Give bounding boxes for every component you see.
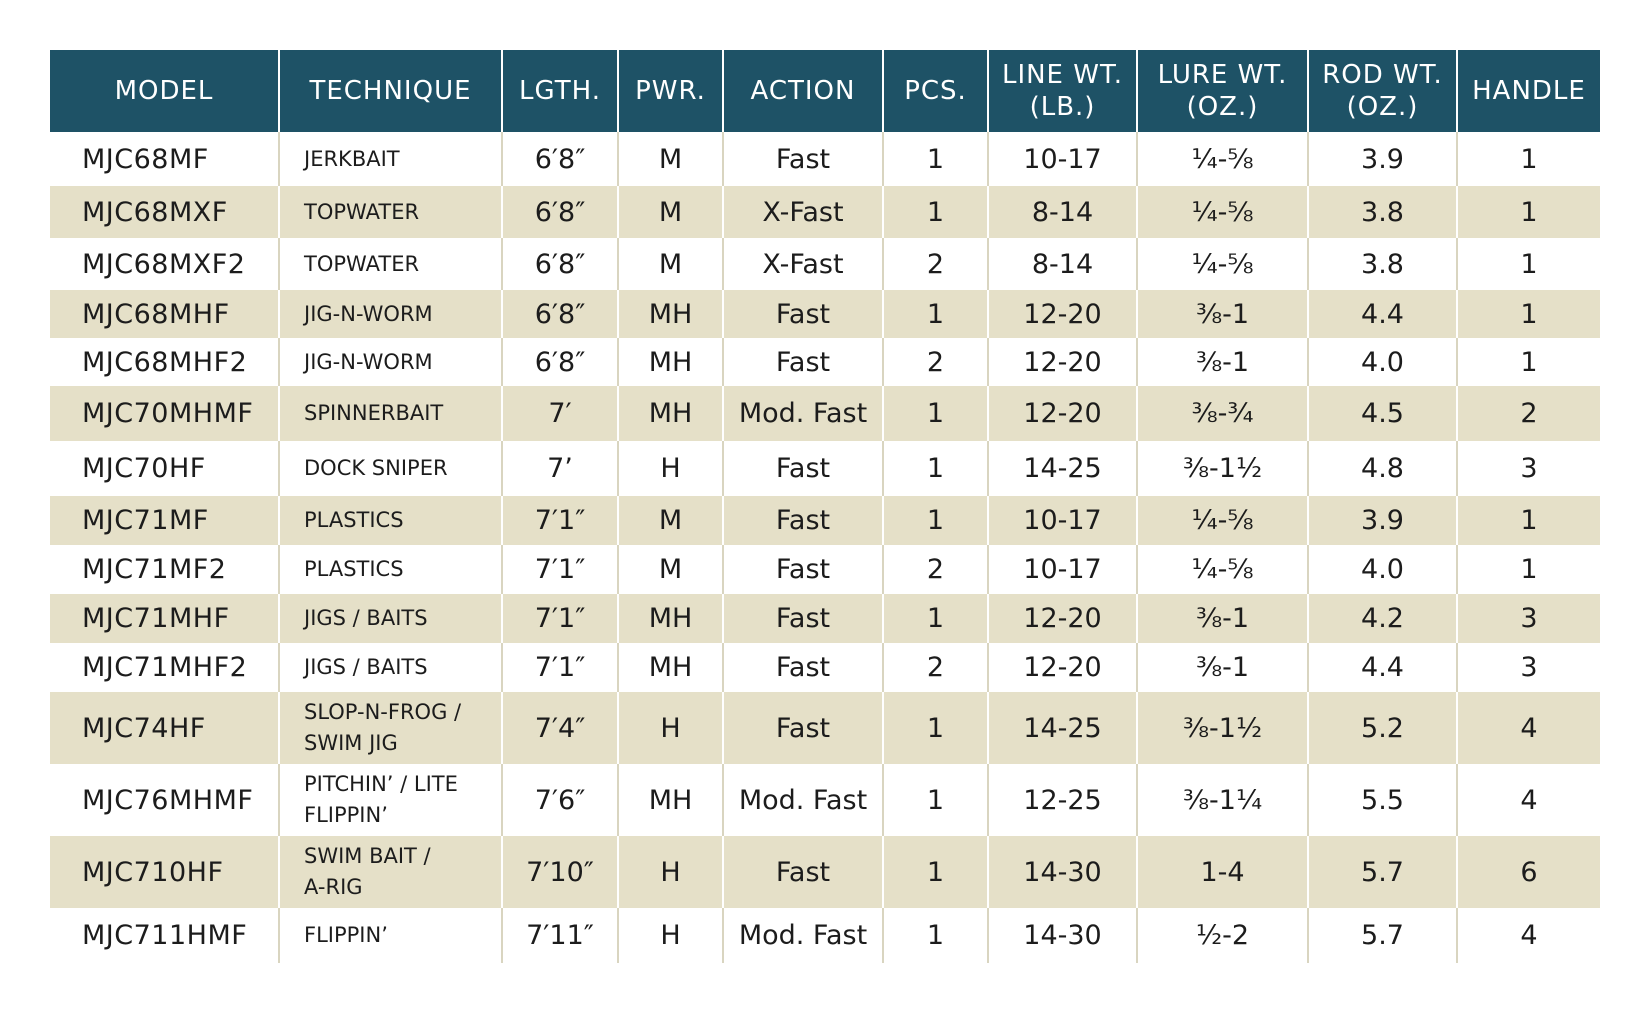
- cell-pieces: 1: [883, 836, 988, 908]
- cell-rod-wt: 5.7: [1308, 908, 1457, 963]
- cell-lure-wt: ⅜-1: [1137, 290, 1308, 338]
- cell-lure-wt: ¼-⅝: [1137, 186, 1308, 238]
- header-row: [50, 50, 1600, 132]
- rod-spec-table: [50, 50, 1600, 963]
- table-row: [50, 496, 1600, 545]
- cell-handle: 4: [1457, 764, 1600, 836]
- cell-rod-wt: 4.4: [1308, 643, 1457, 692]
- cell-lure-wt: ¼-⅝: [1137, 132, 1308, 186]
- cell-power: MH: [618, 594, 723, 643]
- cell-pieces: 2: [883, 545, 988, 594]
- cell-technique: [279, 186, 502, 238]
- cell-model: MJC71MF2: [82, 554, 227, 585]
- table-row: [50, 290, 1600, 338]
- cell-action: Mod. Fast: [723, 764, 883, 836]
- table-row: [50, 238, 1600, 290]
- cell-rod-wt: 4.5: [1308, 386, 1457, 441]
- cell-pieces: 2: [883, 643, 988, 692]
- cell-pieces: 1: [883, 386, 988, 441]
- cell-action: Fast: [723, 692, 883, 764]
- cell-power: MH: [618, 386, 723, 441]
- header-line-weight-label: LINE WT.: [1001, 60, 1124, 90]
- cell-pieces: 2: [883, 238, 988, 290]
- cell-length: 7′1″: [502, 545, 618, 594]
- cell-action: Fast: [723, 545, 883, 594]
- technique-line-1: SWIM BAIT /: [304, 844, 431, 868]
- cell-model: MJC68MHF2: [82, 346, 248, 378]
- cell-line-wt: 12-20: [988, 290, 1137, 338]
- cell-power: MH: [618, 338, 723, 386]
- table-row: [50, 643, 1600, 692]
- cell-power: M: [618, 238, 723, 290]
- cell-rod-wt: 4.2: [1308, 594, 1457, 643]
- cell-length: 6′8″: [502, 338, 618, 386]
- cell-line-wt: 10-17: [988, 132, 1137, 186]
- cell-length: 7′: [502, 386, 618, 441]
- cell-pieces: 1: [883, 594, 988, 643]
- technique-line-1: JIG-N-WORM: [304, 301, 433, 326]
- cell-model: MJC68MXF2: [82, 248, 246, 280]
- cell-model: MJC76MHMF: [82, 784, 254, 816]
- cell-model: MJC71MF: [50, 496, 279, 545]
- cell-length: 6′8″: [502, 290, 618, 338]
- cell-lure-wt: ⅜-1: [1137, 643, 1308, 692]
- cell-technique: [279, 545, 502, 594]
- cell-action: Fast: [723, 132, 883, 186]
- header-line-weight-unit: (LB.): [1029, 92, 1096, 122]
- cell-action: Fast: [723, 594, 883, 643]
- cell-line-wt: 12-20: [988, 594, 1137, 643]
- cell-power: MH: [618, 764, 723, 836]
- header-lure-weight-label: LURE WT.: [1157, 60, 1288, 90]
- cell-line-wt: 12-20: [988, 643, 1137, 692]
- technique-line-1: JERKBAIT: [304, 146, 400, 171]
- cell-power: H: [618, 908, 723, 963]
- cell-technique: [279, 594, 502, 643]
- cell-handle: 1: [1457, 338, 1600, 386]
- cell-pieces: 1: [883, 441, 988, 496]
- cell-length: 6′8″: [502, 132, 618, 186]
- technique-line-1: JIG-N-WORM: [304, 349, 433, 374]
- cell-technique: [279, 290, 502, 338]
- header-length: LGTH.: [502, 50, 618, 132]
- cell-length: 7′1″: [502, 643, 618, 692]
- cell-line-wt: 10-17: [988, 545, 1137, 594]
- cell-line-wt: 8-14: [988, 186, 1137, 238]
- header-handle: HANDLE: [1457, 50, 1600, 132]
- cell-length: 7′4″: [502, 692, 618, 764]
- cell-power: MH: [618, 290, 723, 338]
- cell-action: X-Fast: [723, 186, 883, 238]
- technique-line-1: TOPWATER: [304, 251, 420, 276]
- cell-model: MJC74HF: [50, 692, 279, 764]
- cell-handle: 1: [1457, 186, 1600, 238]
- cell-technique: [279, 908, 502, 963]
- cell-handle: 4: [1457, 692, 1600, 764]
- cell-handle: 2: [1457, 386, 1600, 441]
- cell-length: 6′8″: [502, 238, 618, 290]
- cell-rod-wt: 3.9: [1308, 496, 1457, 545]
- header-technique: TECHNIQUE: [279, 50, 502, 132]
- technique-line-1: PITCHIN’ / LITE: [304, 772, 458, 796]
- cell-action: Fast: [723, 441, 883, 496]
- cell-handle: 4: [1457, 908, 1600, 963]
- cell-line-wt: 12-25: [988, 764, 1137, 836]
- header-line-weight: [988, 50, 1137, 132]
- cell-handle: 3: [1457, 643, 1600, 692]
- cell-action: Fast: [723, 338, 883, 386]
- cell-line-wt: 14-25: [988, 441, 1137, 496]
- header-rod-weight-label: ROD WT.: [1322, 60, 1443, 90]
- cell-power: M: [618, 496, 723, 545]
- table-row: [50, 764, 1600, 836]
- cell-power: H: [618, 692, 723, 764]
- cell-lure-wt: ⅜-1½: [1137, 692, 1308, 764]
- cell-model: MJC71MHF: [50, 594, 279, 643]
- cell-technique: [279, 692, 502, 764]
- cell-line-wt: 14-30: [988, 836, 1137, 908]
- header-power: PWR.: [618, 50, 723, 132]
- cell-line-wt: 14-25: [988, 692, 1137, 764]
- cell-rod-wt: 4.4: [1308, 290, 1457, 338]
- cell-model: MJC711HMF: [82, 920, 248, 951]
- cell-rod-wt: 4.0: [1308, 338, 1457, 386]
- cell-handle: 1: [1457, 496, 1600, 545]
- cell-technique: [279, 836, 502, 908]
- cell-rod-wt: 3.9: [1308, 132, 1457, 186]
- table-row: [50, 132, 1600, 186]
- cell-power: MH: [618, 643, 723, 692]
- header-pieces: PCS.: [883, 50, 988, 132]
- cell-action: Mod. Fast: [723, 386, 883, 441]
- cell-power: H: [618, 836, 723, 908]
- cell-technique: [279, 132, 502, 186]
- technique-line-2: SWIM JIG: [304, 731, 398, 755]
- header-rod-weight-unit: (OZ.): [1346, 92, 1419, 122]
- header-model: MODEL: [50, 50, 279, 132]
- header-rod-weight: [1308, 50, 1457, 132]
- cell-action: Fast: [723, 290, 883, 338]
- cell-action: Fast: [723, 836, 883, 908]
- header-lure-weight: [1137, 50, 1308, 132]
- cell-handle: 3: [1457, 594, 1600, 643]
- cell-handle: 1: [1457, 238, 1600, 290]
- technique-line-1: DOCK SNIPER: [304, 456, 448, 480]
- technique-line-1: SLOP-N-FROG /: [304, 700, 462, 724]
- cell-rod-wt: 4.0: [1308, 545, 1457, 594]
- cell-length: 7′1″: [502, 594, 618, 643]
- cell-lure-wt: ⅜-1: [1137, 338, 1308, 386]
- table-row: [50, 186, 1600, 238]
- cell-handle: 6: [1457, 836, 1600, 908]
- cell-lure-wt: ⅜-1½: [1137, 441, 1308, 496]
- technique-line-1: TOPWATER: [304, 199, 420, 224]
- header-lure-weight-unit: (OZ.): [1186, 92, 1259, 122]
- cell-technique: [279, 441, 502, 496]
- technique-line-2: FLIPPIN’: [304, 803, 388, 827]
- cell-model: MJC71MHF2: [82, 652, 248, 683]
- cell-length: 6′8″: [502, 186, 618, 238]
- cell-technique: [279, 764, 502, 836]
- cell-handle: 1: [1457, 545, 1600, 594]
- cell-pieces: 1: [883, 132, 988, 186]
- table-row: [50, 545, 1600, 594]
- cell-pieces: 1: [883, 692, 988, 764]
- cell-lure-wt: ¼-⅝: [1137, 545, 1308, 594]
- cell-pieces: 1: [883, 186, 988, 238]
- cell-power: M: [618, 186, 723, 238]
- table-row: [50, 338, 1600, 386]
- cell-pieces: 2: [883, 338, 988, 386]
- cell-handle: 1: [1457, 290, 1600, 338]
- cell-pieces: 1: [883, 764, 988, 836]
- cell-handle: 3: [1457, 441, 1600, 496]
- cell-rod-wt: 4.8: [1308, 441, 1457, 496]
- table-body: [50, 132, 1600, 963]
- cell-rod-wt: 3.8: [1308, 238, 1457, 290]
- cell-line-wt: 12-20: [988, 386, 1137, 441]
- cell-lure-wt: ⅜-1¼: [1137, 764, 1308, 836]
- cell-rod-wt: 5.5: [1308, 764, 1457, 836]
- cell-handle: 1: [1457, 132, 1600, 186]
- cell-pieces: 1: [883, 290, 988, 338]
- cell-lure-wt: ⅜-¾: [1137, 386, 1308, 441]
- cell-model: MJC70MHMF: [50, 386, 279, 441]
- technique-line-2: A-RIG: [304, 875, 363, 899]
- cell-line-wt: 14-30: [988, 908, 1137, 963]
- cell-technique: [279, 643, 502, 692]
- cell-lure-wt: ½-2: [1137, 908, 1308, 963]
- table-row: [50, 386, 1600, 441]
- cell-model: MJC68MF: [82, 143, 209, 175]
- cell-line-wt: 12-20: [988, 338, 1137, 386]
- cell-action: Fast: [723, 496, 883, 545]
- cell-pieces: 1: [883, 908, 988, 963]
- header-action: ACTION: [723, 50, 883, 132]
- cell-power: M: [618, 132, 723, 186]
- cell-rod-wt: 5.2: [1308, 692, 1457, 764]
- cell-power: M: [618, 545, 723, 594]
- cell-length: 7′1″: [502, 496, 618, 545]
- cell-technique: [279, 496, 502, 545]
- cell-action: Mod. Fast: [723, 908, 883, 963]
- technique-line-1: FLIPPIN’: [304, 923, 388, 947]
- technique-line-1: SPINNERBAIT: [304, 401, 444, 425]
- table-row: [50, 692, 1600, 764]
- technique-line-1: JIGS / BAITS: [304, 655, 428, 679]
- cell-action: X-Fast: [723, 238, 883, 290]
- cell-lure-wt: ¼-⅝: [1137, 496, 1308, 545]
- cell-model: MJC710HF: [50, 836, 279, 908]
- cell-lure-wt: 1-4: [1137, 836, 1308, 908]
- cell-length: 7′11″: [502, 908, 618, 963]
- cell-length: 7′6″: [502, 764, 618, 836]
- cell-model: MJC68MHF: [50, 290, 279, 338]
- table-row: [50, 908, 1600, 963]
- cell-line-wt: 8-14: [988, 238, 1137, 290]
- cell-pieces: 1: [883, 496, 988, 545]
- cell-length: 7′10″: [502, 836, 618, 908]
- cell-lure-wt: ⅜-1: [1137, 594, 1308, 643]
- cell-power: H: [618, 441, 723, 496]
- cell-length: 7’: [502, 441, 618, 496]
- cell-technique: [279, 386, 502, 441]
- cell-action: Fast: [723, 643, 883, 692]
- table-row: [50, 441, 1600, 496]
- technique-line-1: PLASTICS: [304, 557, 404, 581]
- cell-model: MJC70HF: [82, 453, 206, 484]
- table-row: [50, 594, 1600, 643]
- cell-model: MJC68MXF: [50, 186, 279, 238]
- cell-technique: [279, 238, 502, 290]
- cell-line-wt: 10-17: [988, 496, 1137, 545]
- cell-rod-wt: 5.7: [1308, 836, 1457, 908]
- technique-line-1: PLASTICS: [304, 508, 404, 532]
- technique-line-1: JIGS / BAITS: [304, 606, 428, 630]
- table-row: [50, 836, 1600, 908]
- cell-lure-wt: ¼-⅝: [1137, 238, 1308, 290]
- cell-technique: [279, 338, 502, 386]
- cell-rod-wt: 3.8: [1308, 186, 1457, 238]
